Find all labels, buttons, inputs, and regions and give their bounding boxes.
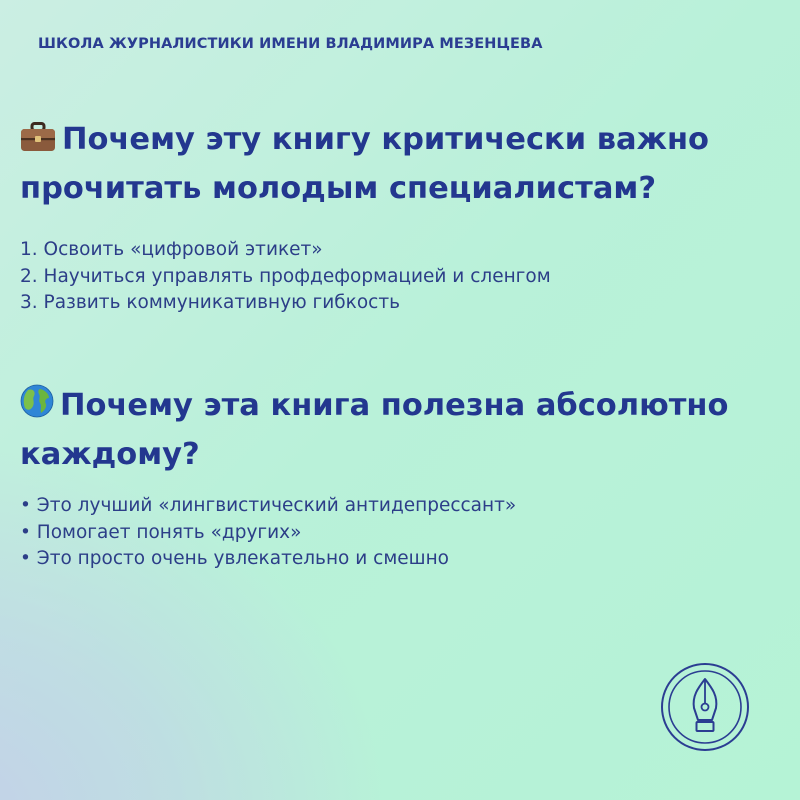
- list-item: 3. Развить коммуникативную гибкость: [20, 292, 401, 313]
- section1-heading: [20, 117, 780, 212]
- list-item: • Это просто очень увлекательно и смешно: [20, 548, 450, 569]
- list-item: • Это лучший «лингвистический антидепрессант»: [20, 495, 517, 516]
- section2-title-line1: Почему эта книга полезна абсолютно: [60, 388, 729, 423]
- section2-heading: [20, 383, 780, 478]
- pen-nib-icon: [660, 662, 750, 752]
- school-name: ШКОЛА ЖУРНАЛИСТИКИ ИМЕНИ ВЛАДИМИРА МЕЗЕНЦЕВА: [38, 36, 543, 52]
- list-item: 2. Научиться управлять профдеформацией и сленгом: [20, 265, 551, 287]
- section1-title-line2: прочитать молодым специалистам?: [20, 171, 657, 206]
- list-item: 1. Освоить «цифровой этикет»: [20, 239, 323, 260]
- section1-list: [20, 237, 780, 317]
- globe-icon: [20, 384, 54, 432]
- briefcase-icon: [20, 120, 56, 166]
- section2-list: [20, 493, 780, 573]
- list-item: • Помогает понять «других»: [20, 521, 302, 543]
- section2-title-line2: каждому?: [20, 437, 200, 472]
- section1-title-line1: Почему эту книгу критически важно: [62, 122, 709, 157]
